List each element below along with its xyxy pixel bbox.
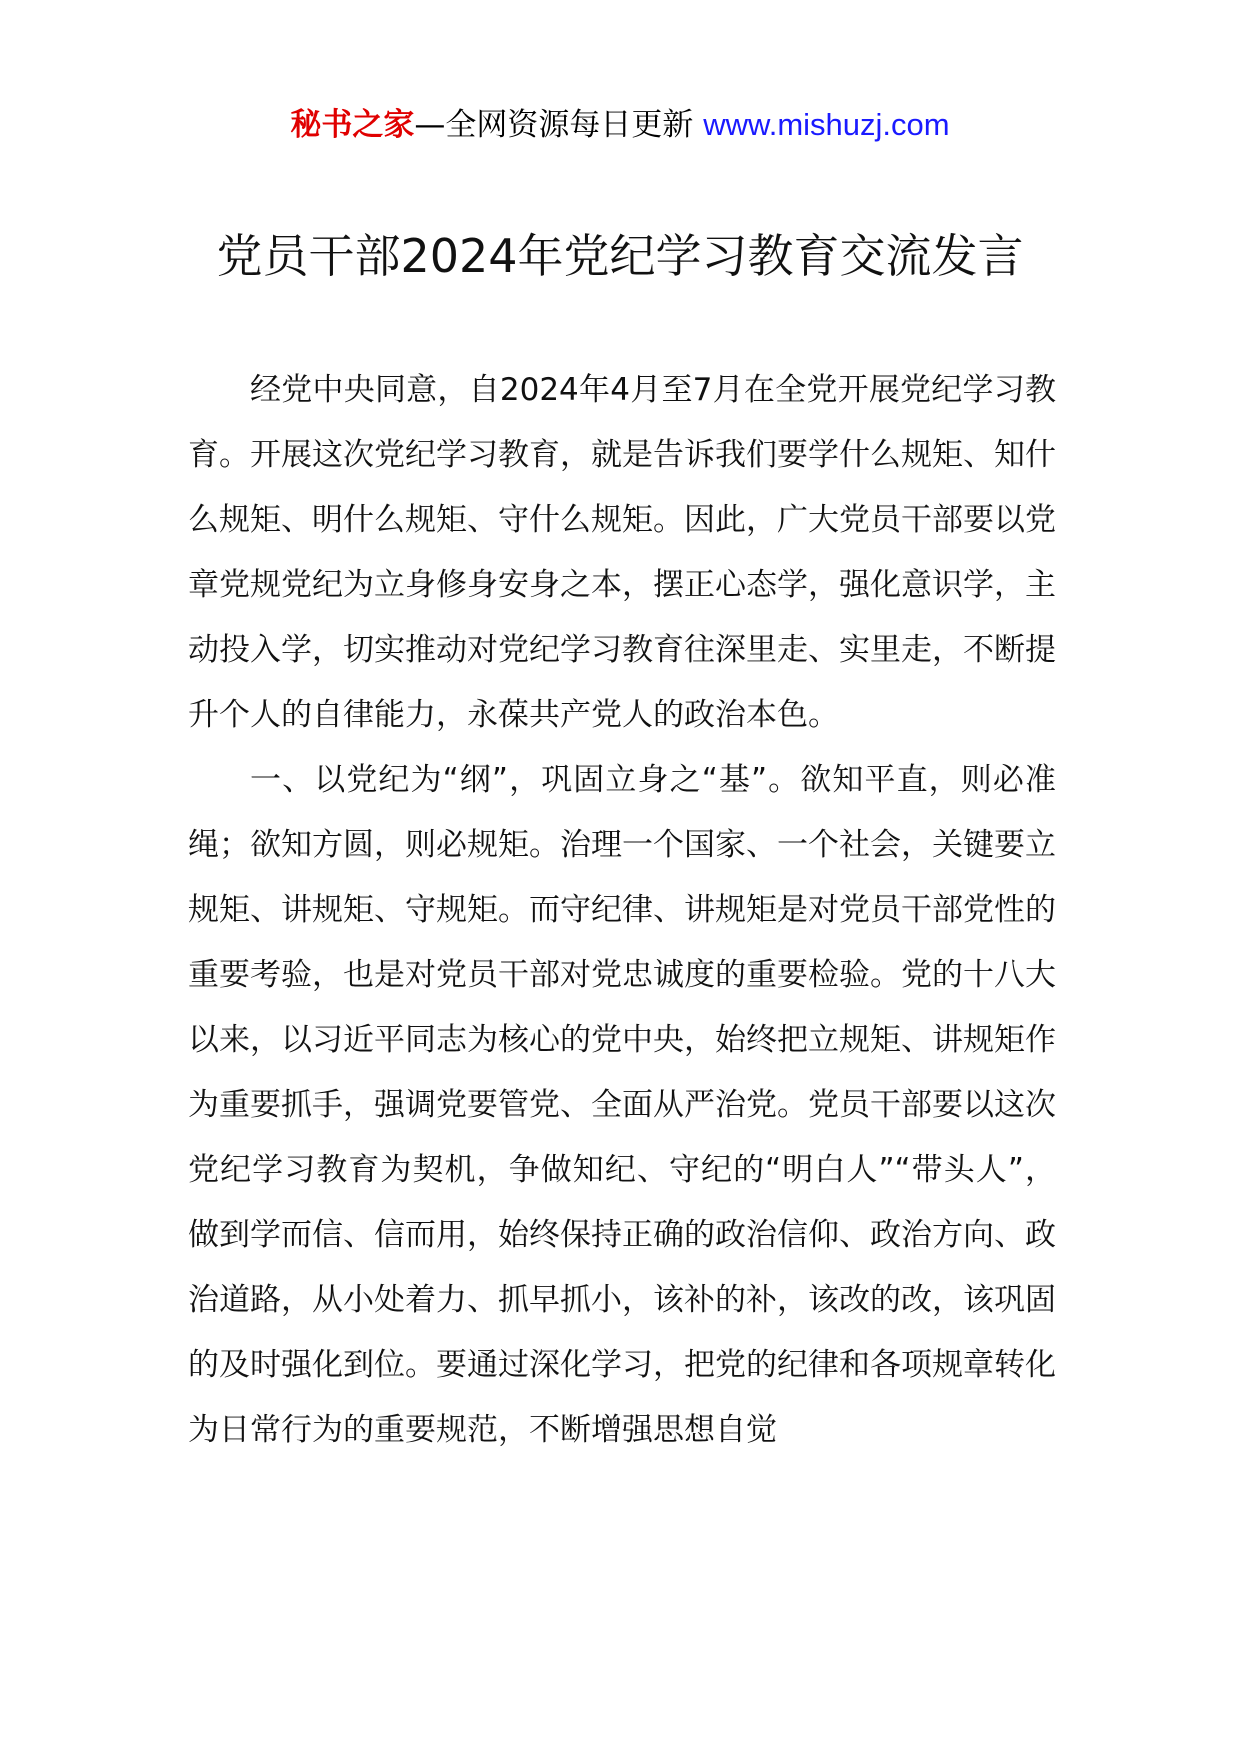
banner-slogan: —全网资源每日更新 bbox=[414, 107, 694, 143]
site-url-link[interactable]: www.mishuzj.com bbox=[703, 107, 950, 142]
paragraph-intro: 经党中央同意，自2024年4月至7月在全党开展党纪学习教育。开展这次党纪学习教育，就是告诉我们要学什么规矩、知什么规矩、明什么规矩、守什么规矩。因此，广大党员干部要以党章党规党纪为立身修身安身之本，摆正心态学，强化意识学，主动投入学，切实推动对党纪学习教育往深里走、实里走，不断提升个人的自律能力，永葆共产党人的政治本色。 bbox=[188, 372, 1056, 733]
site-banner bbox=[0, 100, 1240, 150]
paragraph-section-one: 一、以党纪为“纲”，巩固立身之“基”。欲知平直，则必准绳；欲知方圆，则必规矩。治理一个国家、一个社会，关键要立规矩、讲规矩、守规矩。而守纪律、讲规矩是对党员干部党性的重要考验，也是对党员干部对党忠诚度的重要检验。党的十八大以来，以习近平同志为核心的党中央，始终把立规矩、讲规矩作为重要抓手，强调党要管党、全面从严治党。党员干部要以这次党纪学习教育为契机，争做知纪、守纪的“明白人”“带头人”，做到学而信、信而用，始终保持正确的政治信仰、政治方向、政治道路，从小处着力、抓早抓小，该补的补，该改的改，该巩固的及时强化到位。要通过深化学习，把党的纪律和各项规章转化为日常行为的重要规范，不断增强思想自觉 bbox=[188, 762, 1056, 1448]
page-title: 党员干部2024年党纪学习教育交流发言 bbox=[216, 229, 1024, 283]
brand-name: 秘书之家 bbox=[290, 107, 415, 143]
document-body bbox=[188, 358, 1056, 1463]
